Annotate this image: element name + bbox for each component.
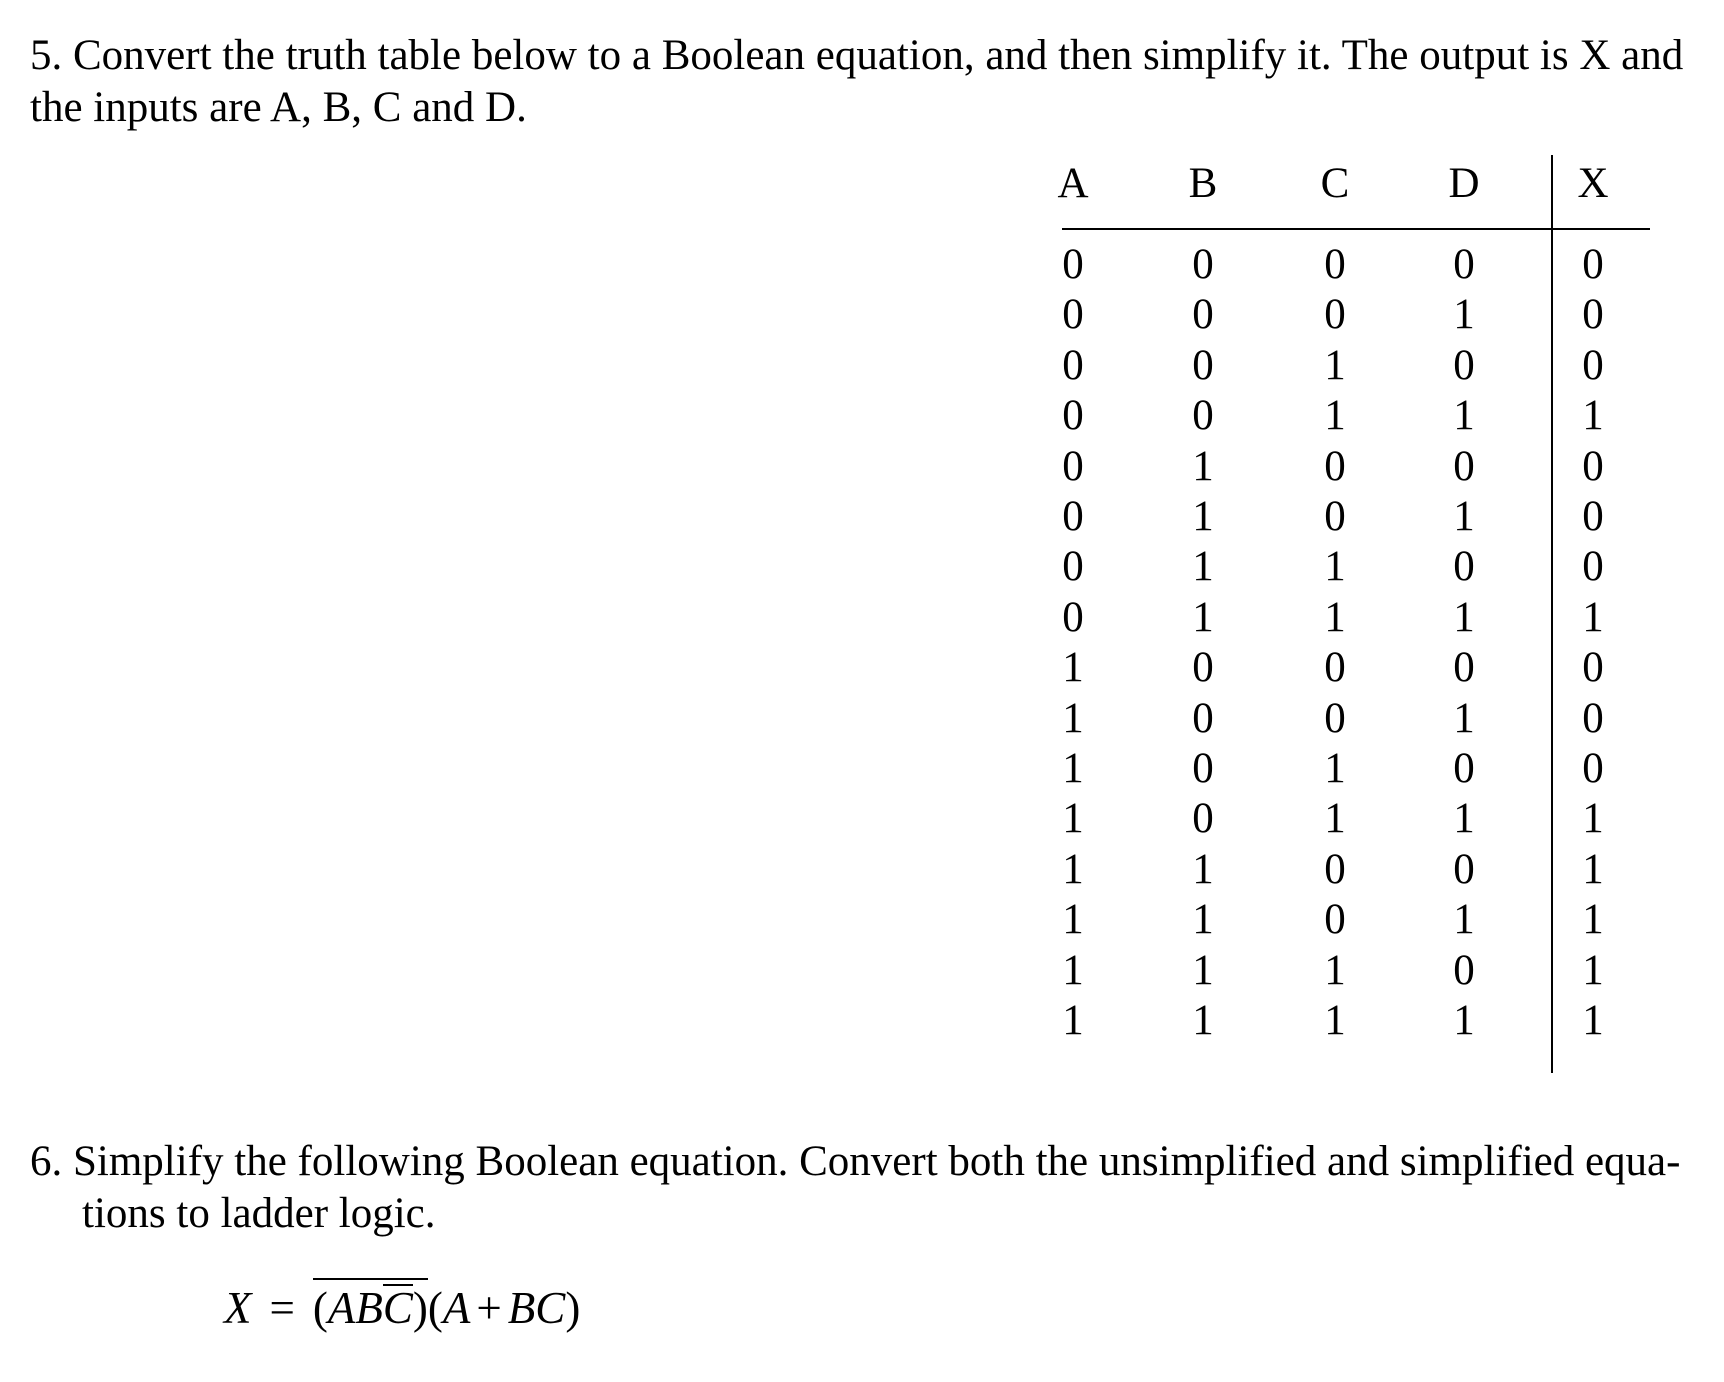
problem-6-line2: tions to ladder logic. [82,1190,436,1237]
problem-6-number: 6. [30,1138,63,1185]
cell-c-row-3: 1 [1324,392,1346,440]
cell-c-row-11: 1 [1324,795,1346,843]
cell-x-row-8: 0 [1582,644,1604,692]
cell-a-row-11: 1 [1062,795,1084,843]
cell-x-row-10: 0 [1582,745,1604,792]
boolean-equation [224,1278,580,1338]
problem-6 [30,1136,1710,1240]
cell-c-row-2: 1 [1324,341,1346,389]
cell-a-row-7: 0 [1062,593,1084,641]
var-c-2: C [535,1283,566,1333]
cell-x-row-0: 0 [1582,241,1604,288]
cell-b-row-15: 1 [1192,997,1214,1044]
cell-d-row-11: 1 [1453,795,1475,843]
cell-d-row-4: 0 [1453,442,1475,490]
cell-d-row-5: 1 [1453,493,1475,540]
problem-6-line1: Simplify the following Boolean equation. Convert both the unsimplified and simplified equa- [73,1138,1681,1185]
cell-x-row-2: 0 [1582,341,1604,389]
header-c: C [1320,160,1350,207]
cell-c-row-12: 0 [1324,845,1346,893]
cell-c-row-13: 0 [1324,896,1346,944]
close-paren-2: ) [565,1283,581,1333]
cell-c-row-10: 1 [1324,745,1346,792]
cell-a-row-8: 1 [1062,644,1084,692]
var-b-1: B [355,1283,383,1333]
cell-x-row-3: 1 [1582,392,1604,440]
cell-x-row-14: 1 [1582,946,1604,994]
header-divider [1062,228,1650,230]
cell-x-row-4: 0 [1582,442,1604,490]
cell-x-row-13: 1 [1582,896,1604,944]
cell-c-row-0: 0 [1324,241,1346,288]
cell-d-row-0: 0 [1453,241,1475,288]
cell-a-row-0: 0 [1062,241,1084,288]
cell-a-row-1: 0 [1062,291,1084,339]
cell-b-row-11: 0 [1192,795,1214,843]
cell-d-row-1: 1 [1453,291,1475,339]
cell-b-row-0: 0 [1192,241,1214,288]
open-paren-1: ( [312,1283,328,1333]
cell-a-row-2: 0 [1062,341,1084,389]
open-paren-2: ( [427,1283,443,1333]
cell-d-row-8: 0 [1453,644,1475,692]
cell-b-row-9: 0 [1192,694,1214,742]
var-c-negated: C [382,1283,413,1333]
problem-5-number: 5. [30,32,63,79]
problem-5-text: Convert the truth table below to a Boolean equation, and then simplify it. The output is X and the inputs are A, B, C and D. [30,32,1684,131]
cell-x-row-9: 0 [1582,694,1604,742]
header-x: X [1577,160,1609,207]
cell-a-row-3: 0 [1062,392,1084,440]
cell-b-row-1: 0 [1192,291,1214,339]
cell-a-row-6: 0 [1062,543,1084,591]
cell-d-row-3: 1 [1453,392,1475,440]
plus-sign: + [476,1283,502,1333]
cell-c-row-1: 0 [1324,291,1346,339]
cell-d-row-2: 0 [1453,341,1475,389]
cell-d-row-15: 1 [1453,997,1475,1044]
header-b: B [1188,160,1218,207]
equation-equals: = [269,1283,295,1333]
cell-a-row-12: 1 [1062,845,1084,893]
cell-d-row-12: 0 [1453,845,1475,893]
cell-c-row-8: 0 [1324,644,1346,692]
cell-a-row-14: 1 [1062,946,1084,994]
cell-a-row-9: 1 [1062,694,1084,742]
close-paren-1: ) [412,1283,428,1333]
header-a: A [1057,160,1089,207]
var-b-2: B [507,1283,536,1333]
cell-x-row-6: 0 [1582,543,1604,591]
cell-b-row-10: 0 [1192,745,1214,792]
cell-a-row-4: 0 [1062,442,1084,490]
cell-b-row-4: 1 [1192,442,1214,490]
cell-c-row-6: 1 [1324,543,1346,591]
cell-b-row-5: 1 [1192,493,1214,540]
cell-b-row-7: 1 [1192,593,1214,641]
cell-a-row-15: 1 [1062,997,1084,1044]
cell-b-row-8: 0 [1192,644,1214,692]
cell-x-row-5: 0 [1582,493,1604,540]
cell-d-row-14: 0 [1453,946,1475,994]
header-d: D [1448,160,1480,207]
cell-c-row-7: 1 [1324,593,1346,641]
var-a-2: A [442,1283,471,1333]
cell-x-row-11: 1 [1582,795,1604,843]
cell-a-row-5: 0 [1062,493,1084,540]
cell-d-row-7: 1 [1453,593,1475,641]
cell-b-row-13: 1 [1192,896,1214,944]
cell-c-row-4: 0 [1324,442,1346,490]
cell-a-row-10: 1 [1062,745,1084,792]
cell-b-row-2: 0 [1192,341,1214,389]
cell-x-row-12: 1 [1582,845,1604,893]
cell-c-row-14: 1 [1324,946,1346,994]
cell-c-row-5: 0 [1324,493,1346,540]
equation-lhs: X [224,1283,252,1333]
cell-x-row-15: 1 [1582,997,1604,1044]
cell-c-row-9: 0 [1324,694,1346,742]
cell-d-row-6: 0 [1453,543,1475,591]
cell-x-row-7: 1 [1582,593,1604,641]
var-a-1: A [327,1283,356,1333]
cell-d-row-10: 0 [1453,745,1475,792]
problem-5 [30,30,1710,134]
cell-b-row-3: 0 [1192,392,1214,440]
truth-table [1057,155,1652,1073]
cell-d-row-13: 1 [1453,896,1475,944]
cell-b-row-6: 1 [1192,543,1214,591]
cell-d-row-9: 1 [1453,694,1475,742]
cell-c-row-15: 1 [1324,997,1346,1044]
negated-term [313,1278,428,1334]
cell-b-row-14: 1 [1192,946,1214,994]
cell-b-row-12: 1 [1192,845,1214,893]
cell-x-row-1: 0 [1582,291,1604,339]
cell-a-row-13: 1 [1062,896,1084,944]
